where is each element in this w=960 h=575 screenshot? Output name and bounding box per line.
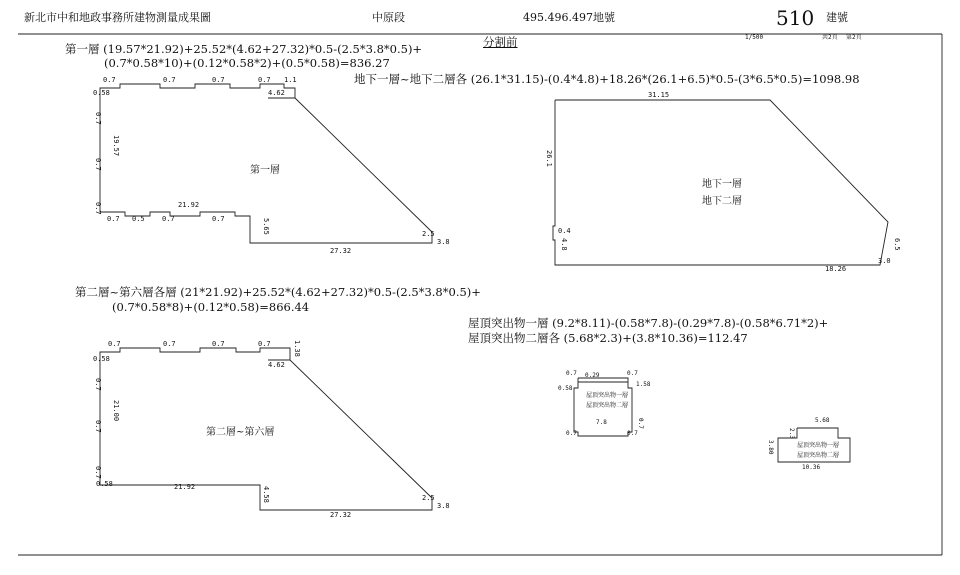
floor2-formula-1: 第二層~第六層各層 (21*21.92)+25.52*(4.62+27.32)*0.5-(2.5*3.8*0.5)+ [75, 285, 481, 299]
floor2-label: 第二層~第六層 [206, 427, 275, 438]
f1-dim-bottom-width: 21.92 [178, 201, 200, 209]
section-name: 中原段 [372, 11, 405, 24]
f1-dim-bot3: 0.7 [162, 215, 175, 223]
f1-dim-side-c: 0.7 [94, 202, 102, 215]
sheets-total: 共2頁 [822, 34, 838, 41]
r2-dim-top: 5.68 [815, 417, 830, 424]
lot-numbers: 495.496.497地號 [523, 11, 615, 24]
roof-formula-2: 屋頂突出物二層各 (5.68*2.3)+(3.8*10.36)=112.47 [468, 331, 748, 345]
f2-dim-side-b: 0.7 [94, 420, 102, 433]
f2-dim-side-c: 0.7 [94, 466, 102, 479]
b-dim-corner-h: 6.5 [893, 238, 901, 251]
floor1-formula-2: (0.7*0.58*10)+(0.12*0.58*2)+(0.5*0.58)=836.27 [104, 56, 390, 70]
f1-dim-bot2: 0.5 [132, 215, 145, 223]
floor1-formula-1: 第一層 (19.57*21.92)+25.52*(4.62+27.32)*0.5-(2.5*3.8*0.5)+ [65, 42, 423, 56]
f1-dim-top2: 0.7 [163, 76, 176, 84]
r1-dim-bl: 0.7 [566, 430, 577, 437]
b-dim-top: 31.15 [648, 91, 670, 99]
roof-formula-1: 屋頂突出物一層 (9.2*8.11)-(0.58*7.8)-(0.29*7.8)-(0.58*6.71*2)+ [468, 316, 829, 330]
building-label: 建號 [826, 11, 848, 24]
r2-dim-left: 3.80 [767, 440, 774, 455]
r1-dim-left: 0.58 [558, 385, 573, 392]
f1-dim-top3: 0.7 [212, 76, 225, 84]
f1-dim-corner-b: 3.8 [437, 238, 450, 246]
basement-label-2: 地下二層 [702, 196, 742, 207]
f2-dim-inner-top: 4.62 [268, 361, 285, 369]
f1-dim-top-end: 1.1 [284, 76, 297, 84]
office-title: 新北市中和地政事務所建物測量成果圖 [24, 11, 211, 24]
f1-dim-bot1: 0.7 [107, 215, 120, 223]
b-dim-notch-w: 0.4 [558, 227, 571, 235]
basement-label-1: 地下一層 [702, 179, 742, 190]
building-number: 510 [776, 6, 815, 30]
r1-dim-inner: 7.8 [596, 419, 607, 426]
f1-dim-side-a: 0.7 [94, 112, 102, 125]
floor1-label: 第一層 [250, 165, 280, 176]
f2-dim-height: 21.00 [112, 400, 120, 422]
f2-dim-top3: 0.7 [212, 340, 225, 348]
roof2-label-2: 屋頂突出物二層 [797, 452, 840, 459]
f1-dim-step: 5.65 [262, 218, 270, 235]
r2-dim-bottom: 10.36 [802, 464, 821, 471]
f1-dim-bot4: 0.7 [212, 215, 225, 223]
b-dim-bottom: 18.26 [825, 265, 847, 273]
roof1-label-2: 屋頂突出物二層 [586, 402, 629, 409]
f1-dim-inner-top: 4.62 [268, 89, 285, 97]
f2-dim-top1: 0.7 [108, 340, 121, 348]
scale: 1/500 [745, 34, 764, 41]
basement-formula: 地下一層~地下二層各 (26.1*31.15)-(0.4*4.8)+18.26*(26.1+6.5)*0.5-(3*6.5*0.5)=1098.98 [354, 72, 860, 86]
r1-dim-tr: 0.7 [627, 370, 638, 377]
f2-dim-top2: 0.7 [163, 340, 176, 348]
f2-dim-top-end: 1.38 [293, 340, 301, 357]
f1-dim-corner: 2.5 [422, 230, 435, 238]
f2-dim-bottom-width: 21.92 [174, 483, 196, 491]
roof1-label-1: 屋頂突出物一層 [586, 392, 629, 399]
r1-dim-top: 0.29 [585, 372, 600, 379]
f2-dim-bottom-left: 0.58 [96, 480, 113, 488]
f2-dim-top4: 0.7 [258, 340, 271, 348]
f2-dim-side-a: 0.7 [94, 378, 102, 391]
floor2-formula-2: (0.7*0.58*8)+(0.12*0.58)=866.44 [112, 300, 310, 314]
f1-dim-height: 19.57 [112, 135, 120, 157]
f1-dim-upper-left: 0.58 [93, 89, 110, 97]
r1-dim-right: 1.58 [636, 381, 651, 388]
f2-dim-corner-b: 3.8 [437, 502, 450, 510]
f2-dim-upper-left: 0.58 [93, 355, 110, 363]
sheet-number: 第2頁 [846, 34, 862, 41]
roof2-label-1: 屋頂突出物一層 [797, 442, 840, 449]
f2-dim-corner: 2.5 [422, 494, 435, 502]
f1-dim-base: 27.32 [330, 247, 352, 255]
b-dim-corner-w: 3.0 [878, 257, 891, 265]
r2-dim-left-small: 2.3 [788, 428, 795, 439]
r1-dim-side: 0.7 [637, 418, 644, 429]
r1-dim-br: 0.7 [627, 430, 638, 437]
b-dim-notch-h: 4.8 [560, 238, 568, 251]
f1-dim-top4: 0.7 [258, 76, 271, 84]
f1-dim-side-b: 0.7 [94, 158, 102, 171]
f1-dim-top1: 0.7 [103, 76, 116, 84]
r1-dim-tl: 0.7 [566, 370, 577, 377]
division-status: 分割前 [483, 35, 518, 49]
b-dim-height: 26.1 [545, 150, 553, 167]
f2-dim-step: 4.58 [262, 486, 270, 503]
f2-dim-base: 27.32 [330, 511, 352, 519]
